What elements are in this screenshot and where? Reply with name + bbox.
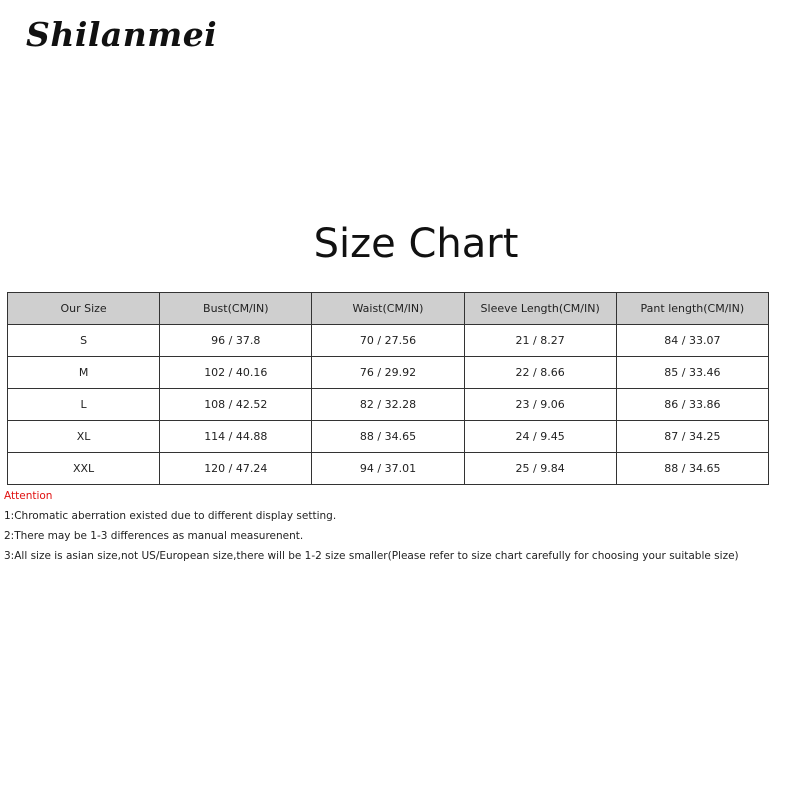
sleeve-cell: 21 / 8.27 (464, 325, 616, 357)
pant-cell: 86 / 33.86 (616, 389, 768, 421)
sleeve-cell: 23 / 9.06 (464, 389, 616, 421)
note-line: 3:All size is asian size,not US/European size,there will be 1-2 size smaller(Please refer to size chart carefully for choosing your suitable size) (4, 550, 739, 562)
pant-cell: 88 / 34.65 (616, 453, 768, 485)
header-bust: Bust(CM/IN) (160, 293, 312, 325)
pant-cell: 84 / 33.07 (616, 325, 768, 357)
pant-cell: 85 / 33.46 (616, 357, 768, 389)
table-row (8, 421, 769, 453)
bust-cell: 108 / 42.52 (160, 389, 312, 421)
page-title: Size Chart (313, 221, 519, 267)
note-line: 1:Chromatic aberration existed due to different display setting. (4, 510, 337, 522)
size-cell: XL (8, 421, 160, 453)
sleeve-cell: 25 / 9.84 (464, 453, 616, 485)
waist-cell: 70 / 27.56 (312, 325, 464, 357)
header-waist: Waist(CM/IN) (312, 293, 464, 325)
waist-cell: 94 / 37.01 (312, 453, 464, 485)
size-chart-table (7, 292, 769, 485)
sleeve-cell: 22 / 8.66 (464, 357, 616, 389)
table-row (8, 453, 769, 485)
table-row (8, 389, 769, 421)
table-row (8, 325, 769, 357)
size-cell: L (8, 389, 160, 421)
notes-section (4, 489, 794, 569)
bust-cell: 96 / 37.8 (160, 325, 312, 357)
bust-cell: 120 / 47.24 (160, 453, 312, 485)
note-line: 2:There may be 1-3 differences as manual measurenent. (4, 530, 304, 542)
size-cell: XXL (8, 453, 160, 485)
header-sleeve-length: Sleeve Length(CM/IN) (464, 293, 616, 325)
table-row (8, 357, 769, 389)
waist-cell: 88 / 34.65 (312, 421, 464, 453)
size-cell: S (8, 325, 160, 357)
waist-cell: 82 / 32.28 (312, 389, 464, 421)
brand-logo: Shilanmei (26, 15, 218, 54)
header-pant-length: Pant length(CM/IN) (616, 293, 768, 325)
header-our-size: Our Size (8, 293, 160, 325)
attention-heading: Attention (4, 490, 53, 502)
pant-cell: 87 / 34.25 (616, 421, 768, 453)
waist-cell: 76 / 29.92 (312, 357, 464, 389)
table-header-row (8, 293, 769, 325)
bust-cell: 102 / 40.16 (160, 357, 312, 389)
size-cell: M (8, 357, 160, 389)
sleeve-cell: 24 / 9.45 (464, 421, 616, 453)
bust-cell: 114 / 44.88 (160, 421, 312, 453)
